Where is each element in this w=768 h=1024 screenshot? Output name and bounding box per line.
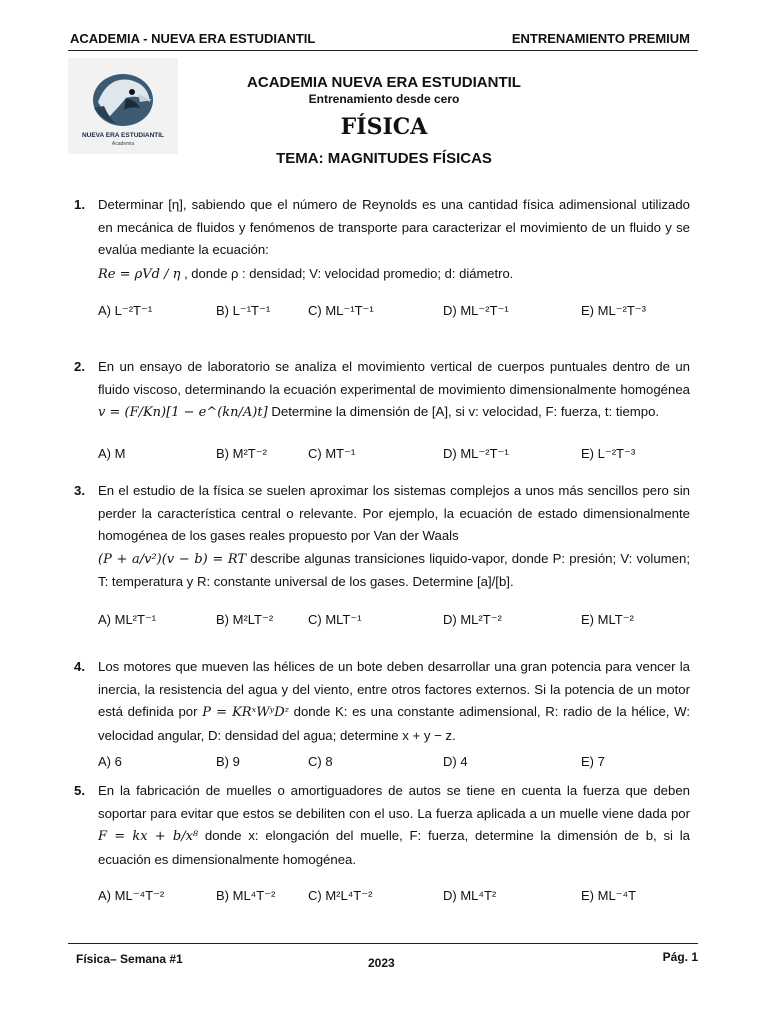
option-c[interactable]: C) ML⁻¹T⁻¹ xyxy=(308,303,374,318)
question-formula: F = kx + b/x⁸ xyxy=(98,829,199,844)
subject-title: FÍSICA xyxy=(340,114,428,140)
option-e[interactable]: E) 7 xyxy=(581,754,605,769)
question-number: 2. xyxy=(74,359,85,374)
option-e[interactable]: E) ML⁻²T⁻³ xyxy=(581,303,646,318)
question-number: 5. xyxy=(74,783,85,798)
formula-note: , donde ρ : densidad; V: velocidad promedio; d: diámetro. xyxy=(184,266,514,281)
question-text-continued: donde K: es una constante adimensional, R: radio de la hélice, W: velocidad angular, D: densidad del agua; determine x + y − z. xyxy=(98,704,690,743)
option-e[interactable]: E) ML⁻⁴T xyxy=(581,888,637,903)
footer-page: Pág. 1 xyxy=(662,950,698,964)
option-e[interactable]: E) MLT⁻² xyxy=(581,612,634,627)
logo-subtext: Academia xyxy=(111,141,135,147)
option-b[interactable]: B) M²LT⁻² xyxy=(216,612,274,627)
question-1-formula-row xyxy=(98,266,513,282)
question-number: 4. xyxy=(74,659,85,674)
question-number: 1. xyxy=(74,197,85,212)
question-formula: Re = ρVd / η xyxy=(98,267,181,282)
option-b[interactable]: B) M²T⁻² xyxy=(216,446,267,461)
footer-year: 2023 xyxy=(368,956,395,970)
option-a[interactable]: A) L⁻²T⁻¹ xyxy=(98,303,153,318)
footer-left: Física– Semana #1 xyxy=(76,952,183,966)
question-text-continued: describe algunas transiciones liquido-vapor, donde P: presión; V: volumen; T: temperatura y R: constante universal de los gases. Determine [a]/[b]. xyxy=(98,550,690,589)
option-c[interactable]: C) 8 xyxy=(308,754,333,769)
question-text: En el estudio de la física se suelen aproximar los sistemas complejos a unos más sencillos pero sin perder la característica central o relevante. Por ejemplo, la ecuación de estado dimensionalmente homogénea de los gases reales propuesto por Van der Waals xyxy=(98,483,690,543)
option-a[interactable]: A) 6 xyxy=(98,754,122,769)
option-a[interactable]: A) ML²T⁻¹ xyxy=(98,612,157,627)
question-2 xyxy=(74,356,690,425)
option-b[interactable]: B) L⁻¹T⁻¹ xyxy=(216,303,271,318)
header-left: ACADEMIA - NUEVA ERA ESTUDIANTIL xyxy=(70,31,316,46)
option-d[interactable]: D) ML⁻²T⁻¹ xyxy=(443,446,509,461)
question-1 xyxy=(74,194,690,262)
question-1-options xyxy=(98,303,698,323)
question-text: En la fabricación de muelles o amortiguadores de autos se tiene en cuenta la fuerza que deben soportar para evitar que estos se debiliten con el uso. La fuerza aplicada a un muelle viene dada por xyxy=(98,783,690,821)
option-d[interactable]: D) ML⁴T² xyxy=(443,888,497,903)
option-e[interactable]: E) L⁻²T⁻³ xyxy=(581,446,636,461)
option-c[interactable]: C) MT⁻¹ xyxy=(308,446,356,461)
question-text-continued: donde x: elongación del muelle, F: fuerza, determine la dimensión de b, si la ecuación es dimensionalmente homogénea. xyxy=(98,828,691,867)
footer-divider xyxy=(68,943,698,944)
question-formula: (P + a/v²)(v − b) = RT xyxy=(98,551,247,567)
option-a[interactable]: A) M xyxy=(98,446,126,461)
option-b[interactable]: B) ML⁴T⁻² xyxy=(216,888,276,903)
header-right: ENTRENAMIENTO PREMIUM xyxy=(511,31,690,46)
question-formula: P = KRˣWʸDᶻ xyxy=(202,705,289,720)
question-5 xyxy=(74,780,690,871)
question-text-continued: Determine la dimensión de [A], si v: velocidad, F: fuerza, t: tiempo. xyxy=(271,404,660,419)
logo-text: NUEVA ERA ESTUDIANTIL xyxy=(81,132,165,139)
option-c[interactable]: C) M²L⁴T⁻² xyxy=(308,888,373,903)
header-divider xyxy=(68,50,698,51)
option-a[interactable]: A) ML⁻⁴T⁻² xyxy=(98,888,165,903)
academy-title: ACADEMIA NUEVA ERA ESTUDIANTIL xyxy=(247,74,521,91)
option-d[interactable]: D) 4 xyxy=(443,754,468,769)
option-c[interactable]: C) MLT⁻¹ xyxy=(308,612,362,627)
question-4 xyxy=(74,656,690,747)
topic-title: TEMA: MAGNITUDES FÍSICAS xyxy=(276,150,492,167)
question-number: 3. xyxy=(74,483,85,498)
question-3-options xyxy=(98,612,698,632)
question-text: Determinar [η], sabiendo que el número de Reynolds es una cantidad física adimensional utilizado en mecánica de fluidos y fenómenos de transporte para caracterizar el movimiento de un fluido y se evalúa mediante la ecuación: xyxy=(98,197,690,257)
option-d[interactable]: D) ML⁻²T⁻¹ xyxy=(443,303,509,318)
question-text: En un ensayo de laboratorio se analiza el movimiento vertical de cuerpos puntuales dentro de un fluido viscoso, determinando la ecuación experimental de movimiento dimensionalmente homogénea xyxy=(98,359,690,397)
option-b[interactable]: B) 9 xyxy=(216,754,240,769)
academy-subtitle: Entrenamiento desde cero xyxy=(308,92,460,106)
question-formula: v = (F/Kn)[1 − e^(kn/A)t] xyxy=(98,405,268,420)
question-4-options xyxy=(98,754,698,774)
question-text: Los motores que mueven las hélices de un bote deben desarrollar una gran potencia para vencer la inercia, la resistencia del agua y del viento, entre otros factores externos. Si la potencia de un motor está definida por xyxy=(98,659,690,719)
question-3 xyxy=(74,480,690,594)
question-5-options xyxy=(98,888,698,908)
question-2-options xyxy=(98,446,698,466)
option-d[interactable]: D) ML²T⁻² xyxy=(443,612,502,627)
